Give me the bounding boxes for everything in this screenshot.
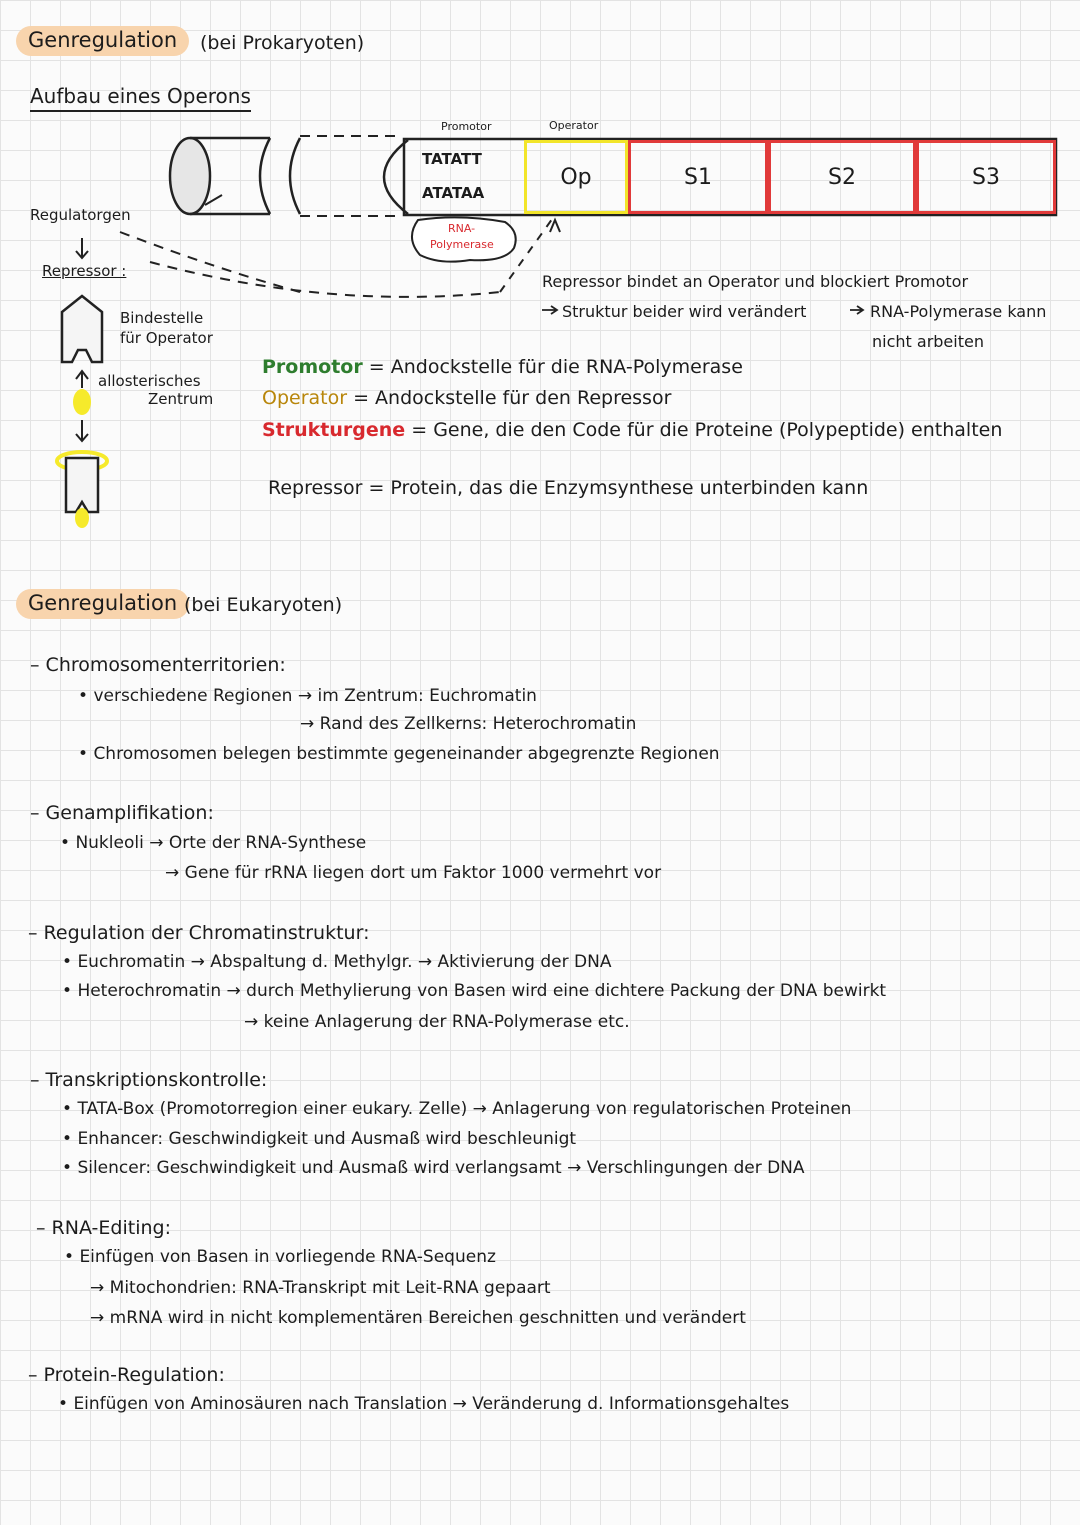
promotor-seq-bottom: ATATAA xyxy=(422,184,485,202)
p1-line-2: → Rand des Zellkerns: Heterochromatin xyxy=(300,714,637,734)
p5-line-2: → Mitochondrien: RNA-Transkript mit Leit-RNA gepaart xyxy=(90,1278,551,1298)
def-promotor: Promotor = Andockstelle für die RNA-Polymerase xyxy=(262,356,743,378)
label-bindestelle-1: Bindestelle xyxy=(120,309,204,327)
label-allosterisch-2: Zentrum xyxy=(148,390,214,408)
p6-line-1: • Einfügen von Aminosäuren nach Translation → Veränderung d. Informationsgehaltes xyxy=(58,1394,789,1414)
p1-line-1: • verschiedene Regionen → im Zentrum: Euchromatin xyxy=(78,686,537,706)
p2-line-2: → Gene für rRNA liegen dort um Faktor 1000 vermehrt vor xyxy=(165,863,662,883)
point-rna-editing: – RNA-Editing: xyxy=(36,1217,171,1239)
p2-line-1: • Nukleoli → Orte der RNA-Synthese xyxy=(60,833,366,853)
section-title-prokaryoten: Genregulation xyxy=(16,26,189,56)
point-protein-regulation: – Protein-Regulation: xyxy=(28,1364,225,1386)
label-regulatorgen: Regulatorgen xyxy=(30,206,131,224)
section-subtitle-eukaryoten: (bei Eukaryoten) xyxy=(184,594,343,616)
label-repressor: Repressor : xyxy=(42,262,127,280)
label-operator: Operator xyxy=(549,119,599,132)
point-genamplifikation: – Genamplifikation: xyxy=(30,802,214,824)
operator-box: Op xyxy=(524,140,628,214)
altered-repressor-shape xyxy=(66,458,98,512)
def-strukturgene: Strukturgene = Gene, die den Code für die Proteine (Polypeptide) enthalten xyxy=(262,419,1003,441)
point-chromatinstruktur: – Regulation der Chromatinstruktur: xyxy=(28,922,370,944)
p4-line-1: • TATA-Box (Promotorregion einer eukary. Zelle) → Anlagerung von regulatorischen Proteinen xyxy=(62,1099,851,1119)
def-repressor: Repressor = Protein, das die Enzymsynthese unterbinden kann xyxy=(268,477,869,499)
repressor-shape xyxy=(62,296,102,362)
rna-pol-label-2: Polymerase xyxy=(430,238,494,251)
p3-line-3: → keine Anlagerung der RNA-Polymerase etc. xyxy=(244,1012,630,1032)
p5-line-3: → mRNA wird in nicht komplementären Bereichen geschnitten und verändert xyxy=(90,1308,746,1328)
label-allosterisch-1: allosterisches xyxy=(98,372,201,390)
note-line-2: Struktur beider wird verändert xyxy=(562,302,807,321)
p1-line-3: • Chromosomen belegen bestimmte gegeneinander abgegrenzte Regionen xyxy=(78,744,720,764)
p4-line-2: • Enhancer: Geschwindigkeit und Ausmaß wird beschleunigt xyxy=(62,1129,576,1149)
note-line-1: Repressor bindet an Operator und blockiert Promotor xyxy=(542,272,969,291)
note-line-4: nicht arbeiten xyxy=(872,332,984,351)
section-title-eukaryoten: Genregulation xyxy=(16,589,189,619)
regulator-gene-cylinder xyxy=(170,138,300,214)
point-transkriptionskontrolle: – Transkriptionskontrolle: xyxy=(30,1069,268,1091)
promotor-seq-top: TATATT xyxy=(422,150,482,168)
p4-line-3: • Silencer: Geschwindigkeit und Ausmaß wird verlangsamt → Verschlingungen der DNA xyxy=(62,1158,805,1178)
p5-line-1: • Einfügen von Basen in vorliegende RNA-Sequenz xyxy=(64,1247,496,1267)
gene-box-s2: S2 xyxy=(768,140,916,214)
point-chromosomenterritorien: – Chromosomenterritorien: xyxy=(30,654,286,676)
section-subtitle-prokaryoten: (bei Prokaryoten) xyxy=(200,32,365,54)
gene-box-s1: S1 xyxy=(628,140,768,214)
def-operator: Operator = Andockstelle für den Repressor xyxy=(262,387,672,409)
p3-line-1: • Euchromatin → Abspaltung d. Methylgr. → Aktivierung der DNA xyxy=(62,952,611,972)
note-line-3: RNA-Polymerase kann xyxy=(870,302,1047,321)
label-promotor: Promotor xyxy=(441,120,492,133)
inducer-molecule xyxy=(73,389,91,415)
gene-box-s3: S3 xyxy=(916,140,1056,214)
rna-pol-label-1: RNA- xyxy=(448,222,476,235)
heading-operon: Aufbau eines Operons xyxy=(30,84,251,112)
p3-line-2: • Heterochromatin → durch Methylierung von Basen wird eine dichtere Packung der DNA bewirkt xyxy=(62,981,886,1001)
label-bindestelle-2: für Operator xyxy=(120,329,213,347)
